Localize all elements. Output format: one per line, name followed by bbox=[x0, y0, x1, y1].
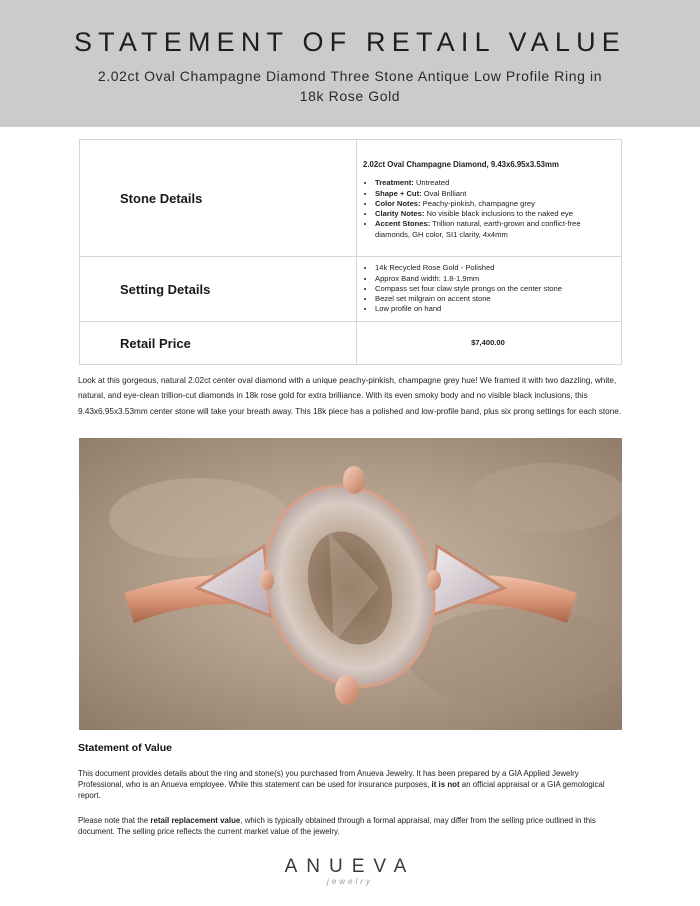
stone-details-label: Stone Details bbox=[80, 140, 357, 257]
ring-photo bbox=[79, 438, 622, 730]
setting-details-list bbox=[363, 263, 613, 314]
statement-paragraph-1: This document provides details about the ring and stone(s) you purchased from Anueva Jewelry. It has been prepared by a GIA Applied Jewelry Professional, who is an Anueva employee. While this statement can be used for insurance purposes, it is not an official appraisal or a GIA gemological report. bbox=[78, 769, 605, 800]
header-band bbox=[0, 0, 700, 127]
emphasis-text: it is not bbox=[431, 779, 460, 789]
list-item: • Color Notes: Peachy-pinkish, champagne grey bbox=[375, 199, 613, 209]
list-item: • Approx Band width: 1.8-1.9mm bbox=[375, 274, 613, 284]
statement-heading: Statement of Value bbox=[78, 742, 172, 754]
details-table bbox=[79, 139, 622, 365]
retail-price-row bbox=[80, 322, 622, 365]
list-item: • Accent Stones: Trillion natural, earth-grown and conflict-free diamonds, GH color, SI1 clarity, 4x4mm bbox=[375, 219, 613, 239]
emphasis-text: retail replacement value bbox=[150, 816, 241, 825]
retail-price-value: $7,400.00 bbox=[357, 322, 622, 365]
list-item: • Bezel set milgrain on accent stone bbox=[375, 294, 613, 304]
stone-details-row bbox=[80, 140, 622, 257]
stone-details-content bbox=[357, 140, 622, 257]
setting-details-row bbox=[80, 257, 622, 322]
stone-title: 2.02ct Oval Champagne Diamond, 9.43x6.95x3.53mm bbox=[363, 160, 559, 170]
anueva-logo: ANUEVA bbox=[284, 856, 416, 877]
list-item: • Low profile on hand bbox=[375, 304, 613, 314]
stone-details-list bbox=[363, 178, 613, 239]
list-item: • Compass set four claw style prongs on the center stone bbox=[375, 284, 613, 294]
statement-paragraph-2: Please note that the retail replacement value, which is typically obtained through a formal appraisal, may differ from the selling price outlined in this document. The selling price reflects the current market value of the jewelry. bbox=[78, 816, 596, 836]
list-item: • Shape + Cut: Oval Brilliant bbox=[375, 189, 613, 199]
setting-details-content bbox=[357, 257, 622, 322]
list-item: • 14k Recycled Rose Gold - Polished bbox=[375, 263, 613, 273]
list-item: • Clarity Notes: No visible black inclusions to the naked eye bbox=[375, 209, 613, 219]
document-title: STATEMENT OF RETAIL VALUE bbox=[73, 27, 627, 57]
setting-details-label: Setting Details bbox=[80, 257, 357, 322]
anueva-logo-tagline: jewelry bbox=[327, 877, 373, 886]
list-item: • Treatment: Untreated bbox=[375, 178, 613, 188]
retail-price-label: Retail Price bbox=[80, 322, 357, 365]
product-description: Look at this gorgeous, natural 2.02ct center oval diamond with a unique peachy-pinkish, champagne grey hue! We framed it with two dazzling, white, natural, and eye-clean trillion-cut diamonds in 18k rose gold for extra brilliance. With its even smoky body and no visible black inclusions, this 9.43x6.95x3.53mm center stone will take your breath away. This 18k piece has a polished and low-profile band, plus six prong settings for each stone. bbox=[78, 376, 622, 416]
document-subtitle: 2.02ct Oval Champagne Diamond Three Stone Antique Low Profile Ring in 18k Rose Gold bbox=[97, 68, 603, 104]
